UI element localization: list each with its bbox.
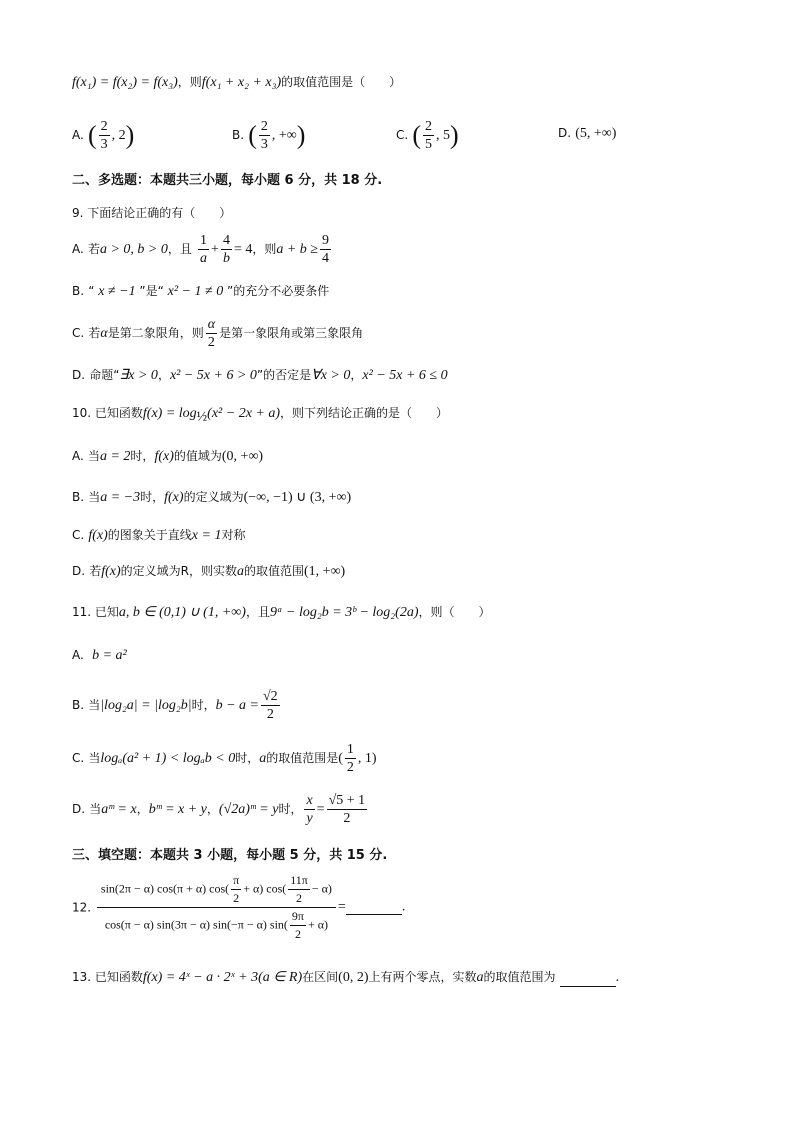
expression: f(x₁ + x₂ + x₃) — [201, 75, 282, 90]
section-heading-multiple-choice: 二、多选题：本题共三小题，每小题 6 分，共 18 分. — [72, 173, 383, 188]
q10-option-c[interactable]: C. f(x)的图象关于直线x = 1对称 — [72, 528, 246, 543]
q9-option-c[interactable]: C. 若α是第二象限角，则 $\frac{\alpha}{2}$ 是第一象限角或第三象限角 — [72, 317, 364, 350]
q12-expression: 12. sin(2π − α) cos(π + α) cos( $\frac{\pi}{2}$ + α) cos( $\frac{11\pi}{2}$ − α) cos(π − α) sin(3π − α) sin(−π − α) sin( $\frac{9\pi}{2}$ + α) = . — [72, 873, 406, 941]
q9-stem: 9. 下面结论正确的有（ ） — [72, 206, 232, 220]
fraction: $\frac{2}{3}$ — [100, 119, 108, 152]
section-heading-fill-in-blank: 三、填空题：本题共 3 小题，每小题 5 分，共 15 分. — [72, 848, 388, 863]
q8-option-b[interactable]: B. ( $\frac{2}{3}$ , +∞) — [232, 119, 306, 152]
q9-option-d[interactable]: D. 命题“∃x > 0，x² − 5x + 6 > 0”的否定是∀x > 0，x² − 5x + 6 ≤ 0 — [72, 368, 448, 383]
q8-stem-tail: f(x₁) = f(x₂) = f(x₃)，则f(x₁ + x₂ + x₃)的取值范围是（ ） — [72, 75, 402, 90]
q9-option-b[interactable]: B. “ x ≠ −1 ”是“ x² − 1 ≠ 0 ”的充分不必要条件 — [72, 284, 330, 299]
q8-option-a[interactable]: A. ( $\frac{2}{3}$ , 2) — [72, 119, 135, 152]
fraction: $\frac{√5 + 1}{2}$ — [328, 793, 366, 826]
q11-stem: 11. 已知a, b ∈ (0,1) ∪ (1, +∞)，且9ᵃ − log₂b = 3ᵇ − log₂(2a)，则（ ） — [72, 605, 491, 620]
answer-blank[interactable] — [560, 972, 616, 987]
q11-option-d[interactable]: D. 当aᵐ = x，bᵐ = x + y，(√2a)ᵐ = y时， $\frac{x}{y}$ = $\frac{√5 + 1}{2}$ — [72, 793, 366, 826]
q9-option-a[interactable]: A. 若a > 0, b > 0，且 $\frac{1}{a}$ + $\frac{4}{b}$ = 4，则a + b ≥ $\frac{9}{4}$ — [72, 233, 329, 266]
fraction: $\frac{9}{4}$ — [322, 233, 329, 266]
fraction: $\frac{1}{a}$ — [200, 233, 208, 266]
q13-stem: 13. 已知函数f(x) = 4ˣ − a · 2ˣ + 3(a ∈ R)在区间(0, 2)上有两个零点，实数a的取值范围为 . — [72, 970, 620, 985]
fraction: $\frac{2}{3}$ — [260, 119, 268, 152]
fraction: $\frac{x}{y}$ — [306, 793, 313, 826]
q10-option-d[interactable]: D. 若f(x)的定义域为R，则实数a的取值范围(1, +∞) — [72, 564, 346, 579]
fraction: $\frac{√2}{2}$ — [262, 689, 278, 722]
q8-option-c[interactable]: C. ( $\frac{2}{5}$ , 5) — [396, 119, 459, 152]
q10-option-a[interactable]: A. 当a = 2时，f(x)的值域为(0, +∞) — [72, 449, 264, 464]
fraction: $\frac{\alpha}{2}$ — [207, 317, 216, 350]
fraction: $\frac{1}{2}$ — [346, 742, 354, 775]
q11-option-c[interactable]: C. 当logₐ(a² + 1) < logₐb < 0时，a的取值范围是( $\frac{1}{2}$ , 1) — [72, 742, 377, 775]
fraction: $\frac{2}{5}$ — [425, 119, 433, 152]
q11-option-b[interactable]: B. 当|log₂a| = |log₂b|时，b − a = $\frac{√2}{2}$ — [72, 689, 278, 722]
q10-option-b[interactable]: B. 当a = −3时，f(x)的定义域为(−∞, −1) ∪ (3, +∞) — [72, 490, 352, 505]
equation: f(x₁) = f(x₂) = f(x₃) — [72, 75, 178, 90]
q8-option-d[interactable]: D. (5, +∞) — [558, 126, 617, 141]
q11-option-a[interactable]: A. b = a² — [72, 648, 127, 663]
answer-blank[interactable] — [346, 900, 402, 915]
fraction: $\frac{4}{b}$ — [222, 233, 230, 266]
q10-stem: 10. 已知函数$f(x) = \log_{\frac{1}{2}}(x^2 - 2x + a)$，则下列结论正确的是（ ） — [72, 406, 449, 425]
